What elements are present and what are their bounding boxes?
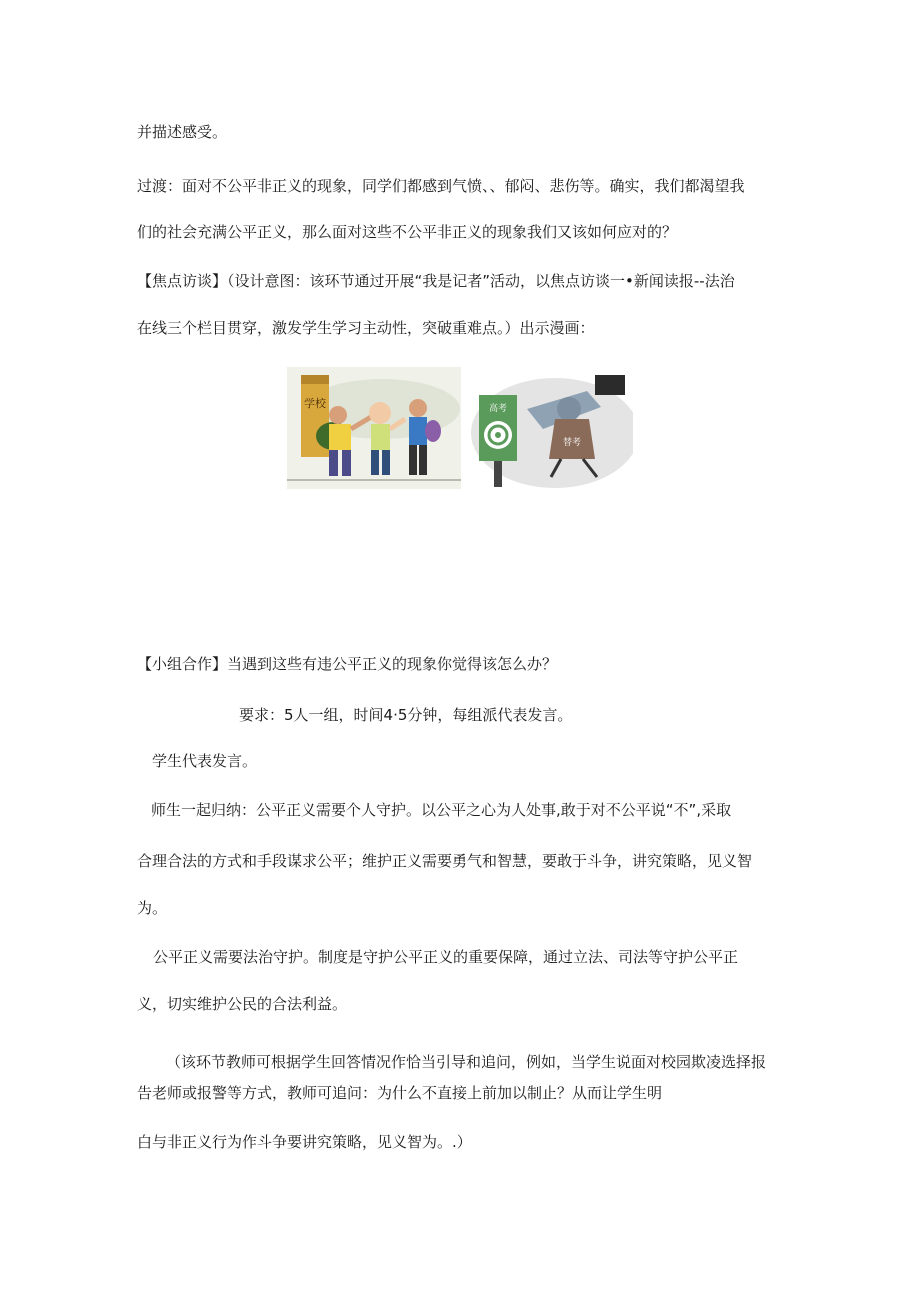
para-line: 过渡：面对不公平非正义的现象，同学们都感到气愤、、郁闷、悲伤等。确实，我们都渴望我 (137, 177, 745, 195)
para-line: 合理合法的方式和手段谋求公平；维护正义需要勇气和智慧，要敢于斗争，讲究策略，见义智 (137, 852, 753, 870)
para-line: 要求：5人一组，时间4·5分钟，每组派代表发言。 (239, 706, 573, 724)
para-line: 白与非正义行为作斗争要讲究策略，见义智为。.） (137, 1133, 472, 1151)
para-line: 学生代表发言。 (152, 752, 258, 770)
para-line: 告老师或报警等方式，教师可追问：为什么不直接上前加以制止？从而让学生明 (137, 1084, 663, 1102)
para-line: 们的社会充满公平正义，那么面对这些不公平非正义的现象我们又该如何应对的？ (137, 223, 678, 241)
para-line: 义，切实维护公民的合法利益。 (137, 995, 348, 1013)
comic-proxy-label: 替考 (562, 438, 582, 448)
para-line: 为。 (137, 899, 168, 917)
comic-exam-sign: 高考 (488, 404, 508, 414)
para-line: 【小组合作】当遇到这些有违公平正义的现象你觉得该怎么办？ (137, 655, 558, 673)
comic-bullying (287, 367, 461, 489)
para-line: 在线三个栏目贯穿，激发学生学习主动性，突破重难点。）出示漫画： (137, 319, 595, 337)
para-line: 【焦点访谈】（设计意图：该环节通过开展“我是记者”活动，以焦点访谈一•新闻读报--法治 (137, 272, 735, 290)
comic-proxy-exam (467, 367, 633, 489)
comic-school-sign: 学校 (304, 397, 326, 410)
para-line: 并描述感受。 (137, 123, 228, 141)
para-line: 公平正义需要法治守护。制度是守护公平正义的重要保障，通过立法、司法等守护公平正 (153, 948, 739, 966)
para-line: （该环节教师可根据学生回答情况作恰当引导和追问，例如，当学生说面对校园欺凌选择报 (166, 1053, 767, 1071)
para-line: 师生一起归纳：公平正义需要个人守护。以公平之心为人处事,敢于对不公平说“不”,采取 (151, 801, 732, 819)
